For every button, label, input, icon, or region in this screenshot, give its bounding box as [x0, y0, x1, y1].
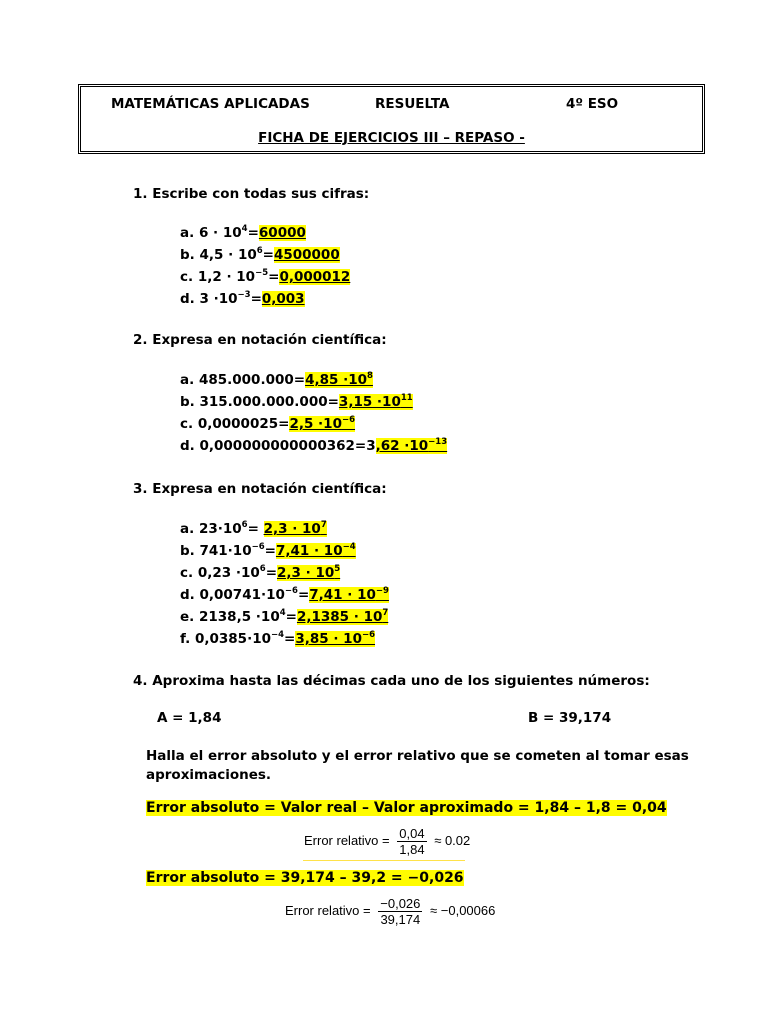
item-label: c.: [180, 269, 194, 285]
item-expression: 0,000000000000362=3: [199, 438, 376, 454]
item-equals: =: [250, 291, 262, 307]
item-exponent: 6: [259, 564, 266, 574]
question-3-title: 3. Expresa en notación científica:: [133, 481, 387, 497]
relative-error-1-underline: [303, 860, 465, 861]
item-answer-base: 2,3 · 10: [263, 521, 321, 537]
item-answer-exponent: −4: [342, 542, 356, 552]
item-answer: 60000: [258, 225, 306, 241]
item-answer: 0,000012: [279, 269, 351, 285]
q3-item: [180, 565, 340, 581]
item-equals: =: [262, 247, 274, 263]
item-answer-base: 3,15 ·10: [338, 394, 401, 410]
item-label: d.: [180, 438, 195, 454]
item-answer: [305, 372, 373, 388]
item-equals: =: [264, 543, 276, 559]
item-answer-exponent: 8: [367, 371, 373, 381]
q3-item: [180, 631, 375, 647]
item-base: 23·10: [198, 521, 242, 537]
item-label: e.: [180, 609, 195, 625]
item-base: 0,23 ·10: [197, 565, 260, 581]
item-answer-base: 2,3 · 10: [277, 565, 335, 581]
item-label: a.: [180, 521, 195, 537]
q2-item: [180, 416, 355, 432]
item-answer: 4500000: [273, 247, 340, 263]
item-base: 6 · 10: [198, 225, 242, 241]
q1-item: [180, 225, 306, 241]
item-answer-exponent: −6: [341, 415, 356, 425]
item-label: d.: [180, 291, 195, 307]
q2-item: [180, 394, 413, 410]
item-exponent: −3: [237, 290, 251, 300]
relative-error-2-result: ≈ −0,00066: [430, 902, 496, 918]
relative-error-2-eq: =: [363, 902, 371, 918]
item-label: a.: [180, 225, 195, 241]
item-label: b.: [180, 247, 195, 263]
item-label: b.: [180, 394, 195, 410]
item-answer: 0,003: [261, 291, 305, 307]
item-label: c.: [180, 416, 194, 432]
question-4-prompt-line-1: Halla el error absoluto y el error relativo que se cometen al tomar esas: [146, 748, 689, 764]
q3-item: [180, 609, 388, 625]
item-answer: [289, 416, 355, 432]
item-equals: =: [268, 269, 280, 285]
item-expression: 485.000.000=: [198, 372, 306, 388]
item-label: c.: [180, 565, 194, 581]
item-equals: =: [247, 225, 259, 241]
item-answer: [277, 565, 340, 581]
q3-item: [180, 521, 327, 537]
q3-item: [180, 543, 356, 559]
item-expression: 315.000.000.000=: [199, 394, 339, 410]
relative-error-1-fraction: [397, 826, 426, 857]
item-equals: =: [285, 609, 297, 625]
item-exponent: 4: [241, 224, 248, 234]
item-answer-base: 3,85 · 10: [295, 631, 362, 647]
item-base: 2138,5 ·10: [199, 609, 280, 625]
relative-error-1-denominator: 1,84: [399, 842, 425, 857]
item-exponent: −4: [270, 630, 285, 640]
item-label: d.: [180, 587, 195, 603]
item-answer: [376, 438, 447, 454]
question-4-title: 4. Aproxima hasta las décimas cada uno de los siguientes números:: [133, 673, 650, 689]
relative-error-2-label: Error relativo: [285, 902, 360, 918]
question-4-prompt-line-2: aproximaciones.: [146, 767, 272, 783]
relative-error-1-eq: =: [382, 832, 390, 848]
subject-label: MATEMÁTICAS APLICADAS: [111, 96, 310, 112]
item-answer-exponent: 5: [334, 564, 341, 574]
item-equals: =: [297, 587, 310, 603]
item-answer-exponent: −9: [375, 586, 389, 596]
item-expression: 0,0000025=: [197, 416, 290, 432]
item-base: 4,5 · 10: [199, 247, 257, 263]
item-answer-exponent: −13: [428, 437, 448, 447]
item-answer: [339, 394, 413, 410]
question-1-title: 1. Escribe con todas sus cifras:: [133, 186, 370, 202]
item-equals: =: [284, 631, 296, 647]
item-answer: [297, 609, 388, 625]
item-answer-exponent: −6: [361, 630, 376, 640]
q1-item: [180, 291, 305, 307]
item-equals: =: [265, 565, 278, 581]
item-answer-exponent: 7: [320, 520, 327, 530]
question-2-title: 2. Expresa en notación científica:: [133, 332, 387, 348]
relative-error-1-result: ≈ 0.02: [434, 832, 471, 848]
relative-error-1: [304, 826, 470, 857]
item-exponent: 4: [279, 608, 286, 618]
item-answer-exponent: 11: [400, 393, 413, 403]
relative-error-1-label: Error relativo: [304, 832, 379, 848]
item-exponent: 6: [256, 246, 263, 256]
item-answer-base: 2,1385 · 10: [296, 609, 383, 625]
item-base: 0,0385·10: [194, 631, 271, 647]
q2-item: [180, 372, 373, 388]
item-equals: =: [247, 521, 264, 537]
item-answer-base: 7,41 · 10: [309, 587, 376, 603]
q2-item: [180, 438, 447, 454]
absolute-error-2: Error absoluto = 39,174 – 39,2 = −0,026: [146, 870, 464, 886]
relative-error-2-fraction: [378, 896, 422, 927]
q1-item: [180, 269, 350, 285]
item-exponent: −6: [284, 586, 298, 596]
q3-item: [180, 587, 389, 603]
absolute-error-1: Error absoluto = Valor real – Valor aproximado = 1,84 – 1,8 = 0,04: [146, 800, 667, 816]
item-answer-base: 7,41 · 10: [275, 543, 343, 559]
item-answer-base: 4,85 ·10: [305, 372, 367, 388]
item-label: b.: [180, 543, 195, 559]
value-a: A = 1,84: [157, 710, 222, 726]
item-answer-base: 2,5 ·10: [289, 416, 342, 432]
item-answer-base: ,62 ·10: [375, 438, 429, 454]
item-answer: [264, 521, 327, 537]
item-answer: [276, 543, 356, 559]
item-answer-exponent: 7: [382, 608, 389, 618]
item-exponent: 6: [241, 520, 248, 530]
item-exponent: −6: [251, 542, 265, 552]
worksheet-title: FICHA DE EJERCICIOS III – REPASO -: [258, 130, 525, 146]
status-label: RESUELTA: [375, 96, 450, 112]
item-answer: [295, 631, 375, 647]
value-b: B = 39,174: [528, 710, 612, 726]
relative-error-2: [285, 896, 495, 927]
relative-error-2-numerator: −0,026: [380, 896, 421, 911]
relative-error-2-denominator: 39,174: [380, 912, 421, 927]
item-base: 3 ·10: [199, 291, 238, 307]
item-label: f.: [180, 631, 191, 647]
item-exponent: −5: [255, 268, 269, 278]
header-box: [78, 84, 705, 154]
item-base: 0,00741·10: [199, 587, 285, 603]
item-answer: [309, 587, 389, 603]
item-base: 741·10: [199, 543, 252, 559]
level-label: 4º ESO: [566, 96, 619, 112]
item-base: 1,2 · 10: [197, 269, 256, 285]
q1-item: [180, 247, 340, 263]
item-label: a.: [180, 372, 195, 388]
relative-error-1-numerator: 0,04: [399, 826, 425, 841]
